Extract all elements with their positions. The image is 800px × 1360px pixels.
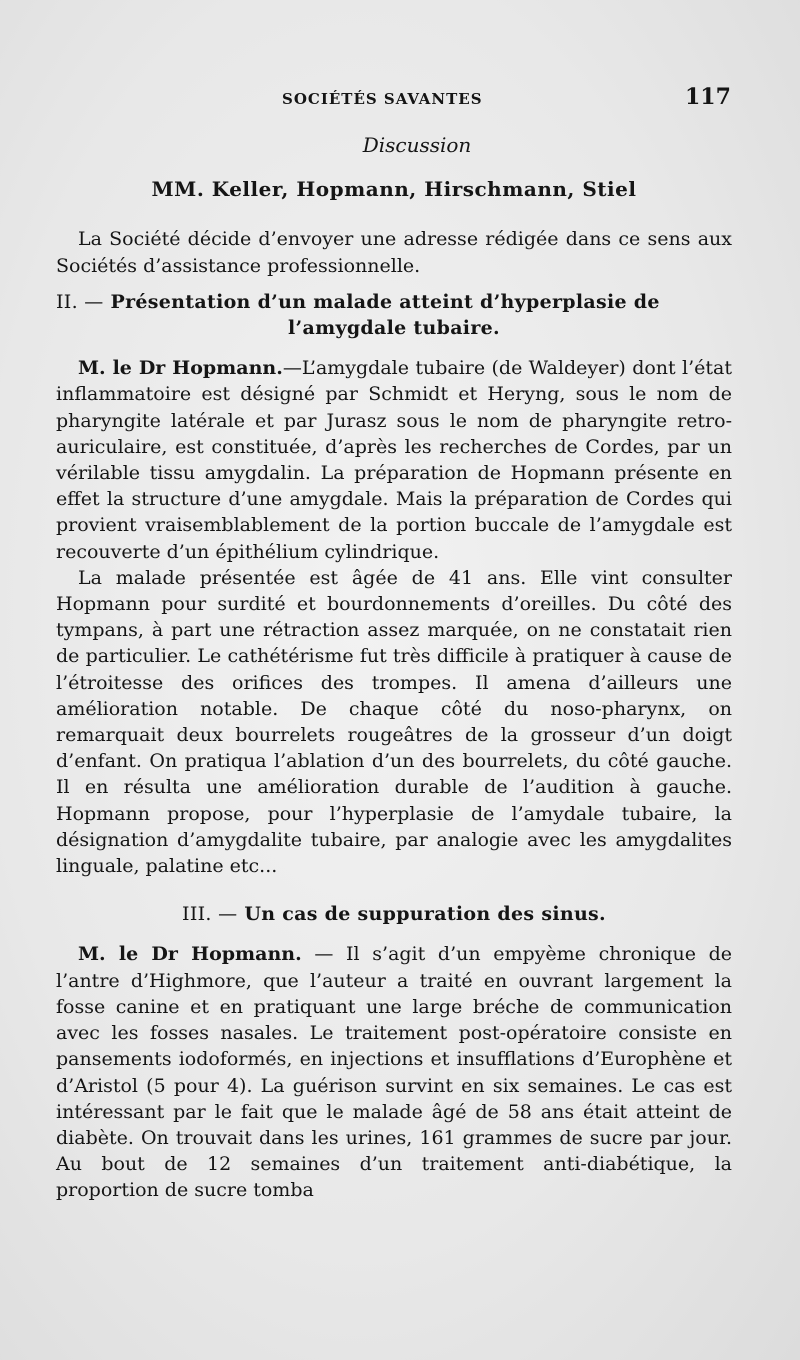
section-3-speaker: M. le Dr Hopmann.: [78, 943, 302, 966]
section-2-paragraph-2: La malade présentée est âgée de 41 ans. Elle vint consulter Hopmann pour surdité et bourdonnements d’oreilles. Du côté des tympans, à part une rétraction assez marquée, on ne constatait rien de particulier. Le cathétérisme fut très difficile à pratiquer à cause de l’étroitesse des orifices des trompes. Il amena d’ailleurs une amélioration notable. De chaque côté du noso-pharynx, on remarquait deux bourrelets rougeâtres de la grosseur d’un doigt d’enfant. On pratiqua l’ablation d’un des bourrelets, du côté gauche. Il en résulta une amélioration durable de l’audition à gauche. Hopmann propose, pour l’hyperplasie de l’amydale tubaire, la désignation d’amygdalite tubaire, par analogie avec les amygdalites linguale, palatine etc...: [56, 566, 732, 878]
discussion-heading: Discussion: [362, 133, 472, 157]
page-body: [56, 132, 732, 1204]
section-2-title-line1: Présentation d’un malade atteint d’hyperplasie de: [110, 290, 660, 313]
section-2-paragraph-1: [56, 355, 732, 565]
section-3-number: III. —: [182, 903, 238, 926]
discussion-speakers: MM. Keller, Hopmann, Hirschmann, Stiel: [151, 177, 637, 202]
section-3-heading: [56, 901, 732, 927]
page-number: 117: [685, 84, 731, 110]
section-3-title: Un cas de suppuration des sinus.: [244, 903, 606, 926]
page-header: [0, 82, 800, 116]
section-2-number: II. —: [56, 290, 104, 313]
discussion-paragraph: La Société décide d’envoyer une adresse rédigée dans ce sens aux Sociétés d’assistance professionnelle.: [56, 228, 732, 277]
section-2-heading: [56, 289, 732, 341]
section-3-paragraph: [56, 941, 732, 1203]
spacer: [56, 879, 732, 891]
section-2-title-line2: l’amygdale tubaire.: [288, 317, 500, 340]
section-2-paragraph-1-text: —L’amygdale tubaire (de Waldeyer) dont l’état inflammatoire est désigné par Schmidt et Heryng, sous le nom de pharyngite latérale et par Jurasz sous le nom de pharyngite retro-auriculaire, est constituée, d’après les recherches de Cordes, par un vérilable tissu amygdalin. La préparation de Hopmann présente en effet la structure d’une amygdale. Mais la préparation de Cordes qui provient vraisemblablement de la portion buccale de l’amygdale est recouverte d’un épithélium cylindrique.: [56, 357, 733, 563]
section-3-paragraph-text: — Il s’agit d’un empyème chronique de l’antre d’Highmore, que l’auteur a traité en ouvrant largement la fosse canine et en pratiquant une large bréche de communication avec les fosses nasales. Le traitement post-opératoire consiste en pansements iodoformés, en injections et insufflations d’Europhène et d’Aristol (5 pour 4). La guérison survint en six semaines. Le cas est intéressant par le fait que le malade âgé de 58 ans était atteint de diabète. On trouvait dans les urines, 161 grammes de sucre par jour. Au bout de 12 semaines d’un traitement anti-diabétique, la proportion de sucre tomba: [56, 943, 733, 1202]
section-2-speaker: M. le Dr Hopmann.: [78, 357, 283, 380]
running-title: SOCIÉTÉS SAVANTES: [282, 90, 483, 108]
